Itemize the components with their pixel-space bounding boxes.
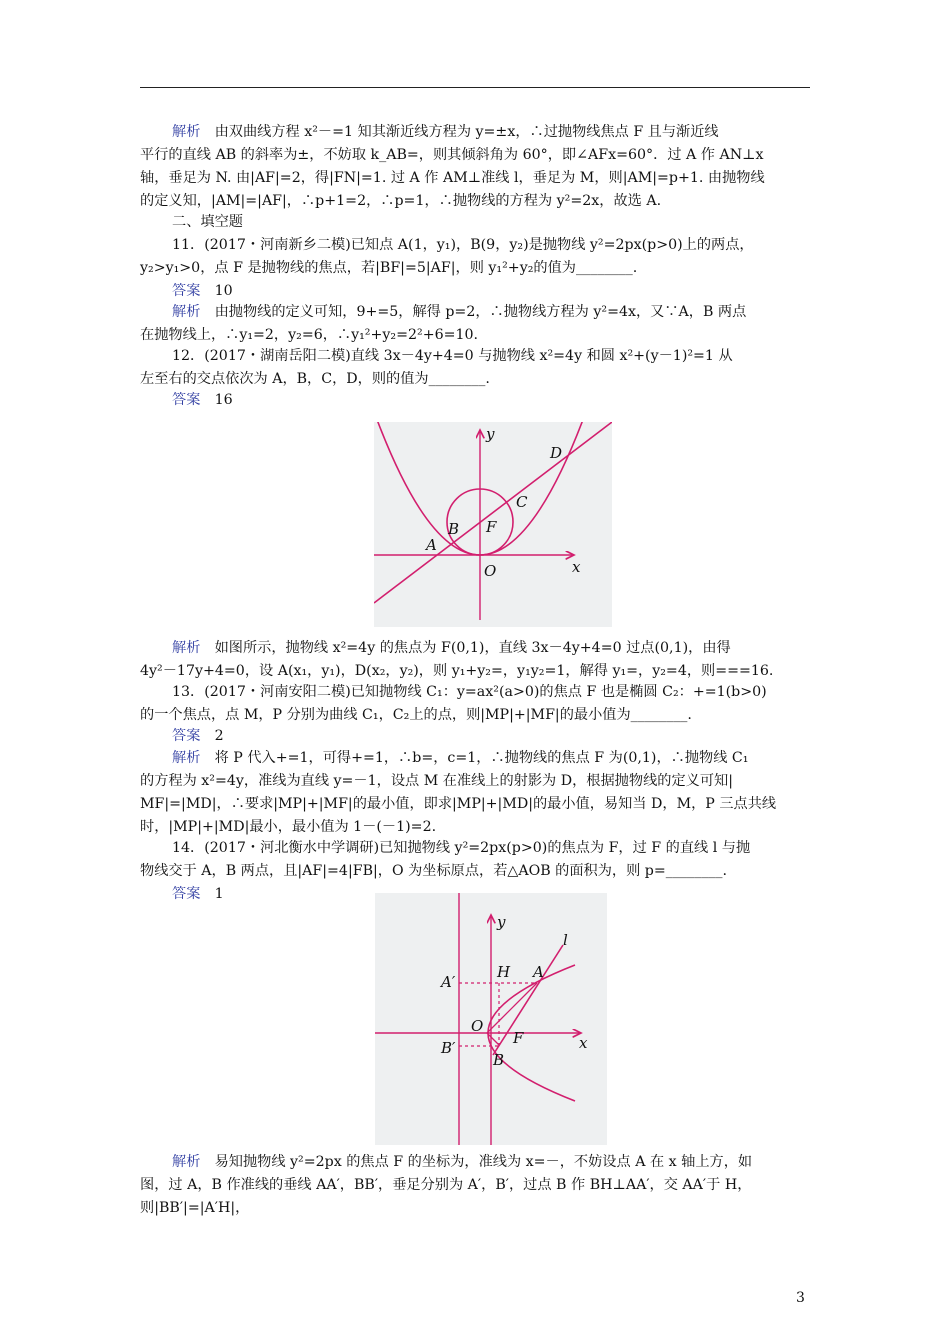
text-line [140,1175,810,1195]
text-line [140,191,810,211]
text-line [140,771,810,791]
text-line [172,838,812,858]
label-y: y [497,913,506,931]
text-line [172,346,812,366]
line-text: 1 [200,886,224,902]
label-x: x [579,1034,588,1052]
label-B: B [493,1051,505,1069]
text-line [172,122,812,142]
label-A-prime: A′ [441,973,456,991]
line-text: y₂>y₁>0，点 F 是抛物线的焦点，若|BF|=5|AF|，则 y₁²+y₂的值为________. [140,260,638,276]
line-text: 将 P 代入+=1，可得+=1，∴b=，c=1，∴抛物线的焦点 F 为(0,1)，∴抛物线 C₁ [200,750,749,766]
text-line [172,682,812,702]
header-rule [140,87,810,88]
label-O: O [471,1017,484,1035]
text-line [140,1198,810,1218]
text-line [140,168,810,188]
text-line [172,1152,812,1172]
answer-line [172,726,812,746]
line-text: 在抛物线上，∴y₁=2，y₂=6，∴y₁²+y₂=2²+6=10. [140,327,479,343]
label-x: x [572,558,581,576]
line-text: 14．(2017・河北衡水中学调研)已知抛物线 y²=2px(p>0)的焦点为 F，过 F 的直线 l 与抛 [172,840,751,856]
keyword: 解析 [172,1154,201,1170]
line-text: 4y²－17y+4=0，设 A(x₁，y₁)，D(x₂，y₂)，则 y₁+y₂=，y₁y₂=1，解得 y₁=，y₂=4，则===16. [140,663,774,679]
label-y: y [486,425,495,443]
label-B-prime: B′ [441,1039,456,1057]
figure-2-svg [375,893,607,1145]
line-text: 16 [200,392,233,408]
line-text: 由抛物线的定义可知，9+=5，解得 p=2，∴抛物线方程为 y²=4x，又∵A，B 两点 [200,304,747,320]
page-number: 3 [796,1290,805,1306]
keyword: 答案 [172,728,201,744]
line-text: MF|=|MD|，∴要求|MP|+|MF|的最小值，即求|MP|+|MD|的最小值，易知当 D，M，P 三点共线 [140,796,777,812]
line-text: 易知抛物线 y²=2px 的焦点 F 的坐标为，准线为 x=－，不妨设点 A 在 x 轴上方，如 [200,1154,753,1170]
keyword: 解析 [172,304,201,320]
text-line [140,325,810,345]
line-text: 二、填空题 [172,214,243,230]
line-text: 如图所示，抛物线 x²=4y 的焦点为 F(0,1)，直线 3x－4y+4=0 过点(0,1)，由得 [200,640,731,656]
keyword: 解析 [172,640,201,656]
answer-line [172,281,812,301]
text-line [140,145,810,165]
line-text: 则|BB′|=|A′H|， [140,1200,250,1216]
text-line [140,705,810,725]
text-line [140,369,810,389]
line-text: 的方程为 x²=4y，准线为直线 y=－1，设点 M 在准线上的射影为 D，根据抛物线的定义可知| [140,773,733,789]
line-text: 2 [200,728,224,744]
text-line [172,302,812,322]
line-text: 12．(2017・湖南岳阳二模)直线 3x－4y+4=0 与抛物线 x²=4y 和圆 x²+(y－1)²=1 从 [172,348,733,364]
text-line [172,638,812,658]
text-line [140,817,810,837]
line-text: 图，过 A，B 作准线的垂线 AA′，BB′，垂足分别为 A′，B′，过点 B 作 BH⊥AA′，交 AA′于 H， [140,1177,752,1193]
label-D: D [550,444,563,462]
text-line [140,258,810,278]
text-line [140,661,810,681]
line-text: 平行的直线 AB 的斜率为±，不妨取 k_AB=，则其倾斜角为 60°，即∠AFx=60°．过 A 作 AN⊥x [140,147,764,163]
line-text: 左至右的交点依次为 A，B，C，D，则的值为________. [140,371,490,387]
line-text: 由双曲线方程 x²－=1 知其渐近线方程为 y=±x，∴过抛物线焦点 F 且与渐近线 [200,124,719,140]
section-heading [172,212,812,232]
label-A: A [426,536,437,554]
figure-parabola-chord [375,893,607,1145]
label-C: C [516,493,528,511]
line-text: 11．(2017・河南新乡二模)已知点 A(1，y₁)，B(9，y₂)是抛物线 y²=2px(p>0)上的两点， [172,237,754,253]
label-H: H [497,963,511,981]
text-line [172,748,812,768]
label-A: A [533,963,544,981]
keyword: 解析 [172,124,201,140]
figure-parabola-circle [374,422,612,627]
line-text: 的一个焦点，点 M，P 分别为曲线 C₁，C₂上的点，则|MP|+|MF|的最小值为________. [140,707,692,723]
keyword: 答案 [172,392,201,408]
keyword: 答案 [172,283,201,299]
label-B: B [448,520,460,538]
text-line [140,794,810,814]
line-text: 轴，垂足为 N. 由|AF|=2，得|FN|=1. 过 A 作 AM⊥准线 l，垂足为 M，则|AM|=p+1. 由抛物线 [140,170,765,186]
line-text: 的定义知，|AM|=|AF|，∴p+1=2，∴p=1，∴抛物线的方程为 y²=2x，故选 A. [140,193,662,209]
text-line [172,235,812,255]
line-text: 物线交于 A，B 两点，且|AF|=4|FB|，O 为坐标原点，若△AOB 的面积为，则 p=________. [140,863,728,879]
keyword: 解析 [172,750,201,766]
line-text: 时，|MP|+|MD|最小，最小值为 1－(－1)=2. [140,819,437,835]
figure-1-svg [374,422,612,627]
answer-line [172,390,812,410]
line-text: 13．(2017・河南安阳二模)已知抛物线 C₁：y=ax²(a>0)的焦点 F 也是椭圆 C₂：+=1(b>0) [172,684,767,700]
keyword: 答案 [172,886,201,902]
label-F: F [513,1029,524,1047]
label-F: F [486,518,497,536]
label-l: l [563,931,568,949]
line-text: 10 [200,283,233,299]
line-l [493,945,563,1055]
text-line [140,861,810,881]
label-O: O [484,562,497,580]
